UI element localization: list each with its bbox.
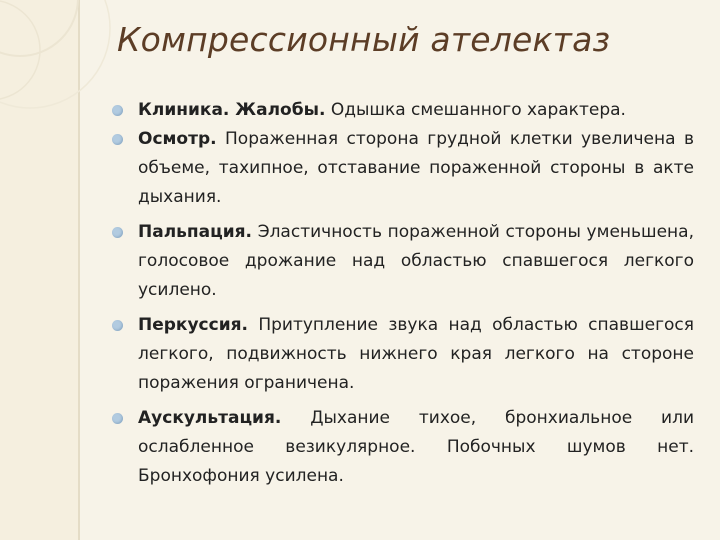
item-heading: Пальпация. [138,222,253,242]
list-item-inspection [100,125,694,212]
bullet-icon [112,413,123,424]
item-heading: Аускультация. [138,408,282,428]
list-item-auscultation [100,404,694,491]
list-item-percussion [100,311,694,398]
item-text: Одышка смешанного характера. [325,100,626,120]
slide-title: Компрессионный ателектаз [117,20,611,59]
item-heading: Клиника. Жалобы. [138,100,326,120]
item-heading: Осмотр. [138,129,217,149]
bullet-list [100,96,694,491]
item-heading: Перкуссия. [138,315,248,335]
content-area [100,96,694,497]
item-text: Притупление звука над областью спавшегося легкого, подвижность нижнего края легкого на стороне поражения ограничена. [138,315,694,393]
list-item-complaints [100,96,694,125]
list-item-palpation [100,218,694,305]
item-text: Эластичность пораженной стороны уменьшена, голосовое дрожание над областью спавшегося легкого усилено. [138,222,694,300]
item-text: Дыхание тихое, бронхиальное или ослабленное везикулярное. Побочных шумов нет. Бронхофония усилена. [138,408,694,486]
bullet-icon [112,320,123,331]
bullet-icon [112,105,123,116]
bullet-icon [112,134,123,145]
bullet-icon [112,227,123,238]
item-text: Пораженная сторона грудной клетки увеличена в объеме, тахипное, отставание пораженной стороны в акте дыхания. [138,129,694,207]
